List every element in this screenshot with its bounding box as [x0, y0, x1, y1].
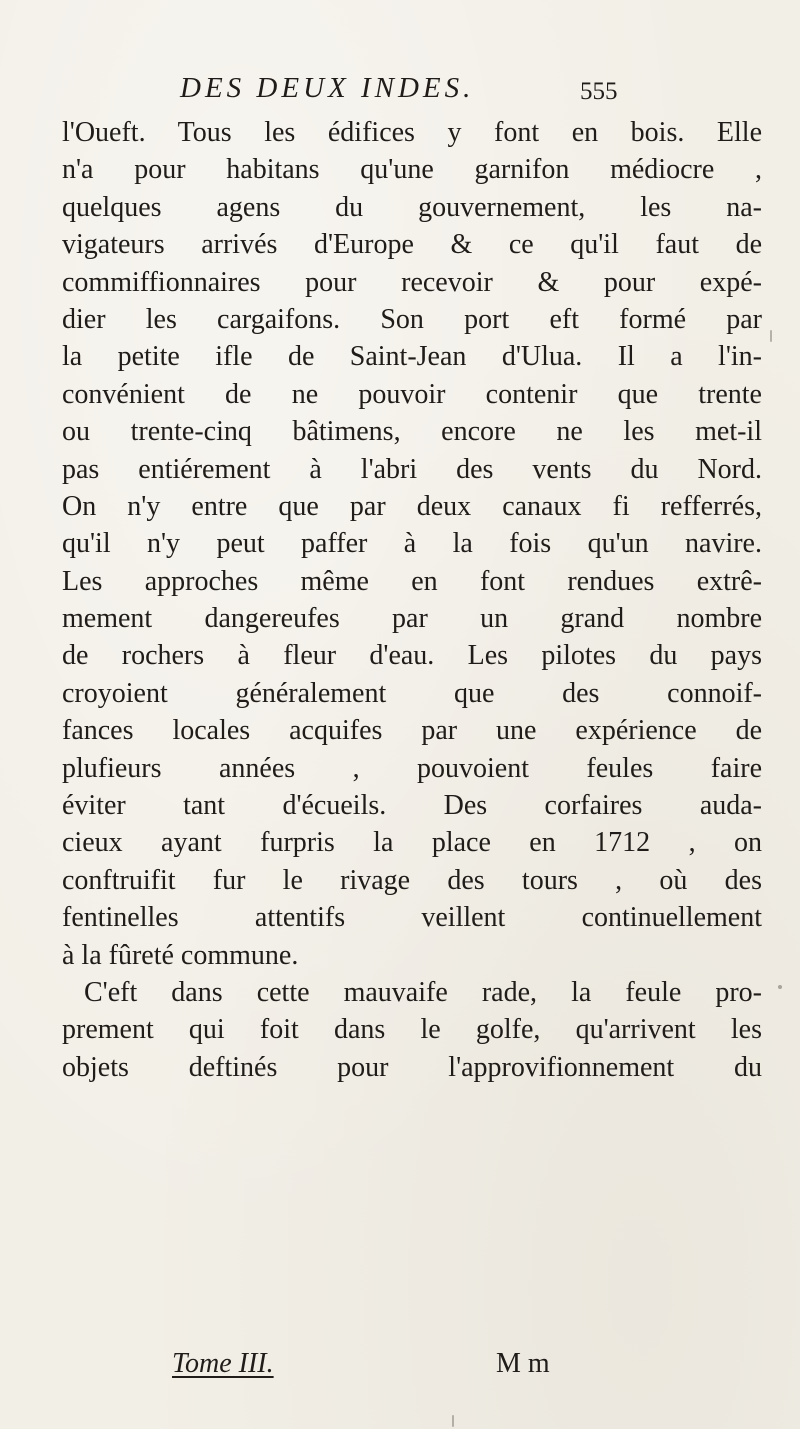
text-line: à la fûreté commune.	[62, 939, 299, 971]
text-line: On n'y entre que par deux canaux fi refferrés,	[62, 490, 762, 522]
page-header	[0, 72, 800, 112]
page-number: 555	[580, 78, 618, 105]
text-line: quelques agens du gouvernement, les na-	[62, 191, 762, 223]
signature-mark: M m	[496, 1348, 550, 1379]
page-footer	[0, 1348, 800, 1388]
text-line: objets deftinés pour l'approvifionnement du	[62, 1051, 762, 1083]
text-line: commiffionnaires pour recevoir & pour expé-	[62, 266, 762, 298]
text-line: cieux ayant furpris la place en 1712 , on	[62, 827, 762, 859]
text-line: fances locales acquifes par une expérience de	[62, 715, 762, 747]
running-head: DES DEUX INDES.	[180, 72, 475, 104]
text-line: dier les cargaifons. Son port eft formé par	[62, 303, 762, 335]
text-line: de rochers à fleur d'eau. Les pilotes du pays	[62, 640, 762, 672]
text-line: fentinelles attentifs veillent continuellement	[62, 902, 762, 934]
paper-speck	[452, 1415, 454, 1427]
text-line: mement dangereufes par un grand nombre	[62, 603, 762, 635]
text-line: prement qui foit dans le golfe, qu'arrivent les	[62, 1014, 762, 1046]
text-line: pas entiérement à l'abri des vents du Nord.	[62, 453, 762, 485]
body-text	[62, 114, 762, 1086]
text-line: la petite ifle de Saint-Jean d'Ulua. Il a l'in-	[62, 341, 762, 373]
paper-speck	[770, 330, 772, 342]
text-line: conftruifit fur le rivage des tours , où des	[62, 864, 762, 896]
text-line: ou trente-cinq bâtimens, encore ne les met-il	[62, 416, 762, 448]
text-line: convénient de ne pouvoir contenir que trente	[62, 378, 762, 410]
text-line: Les approches même en font rendues extrê-	[62, 565, 762, 597]
text-line: n'a pour habitans qu'une garnifon médiocre ,	[62, 154, 762, 186]
volume-label: Tome III.	[172, 1348, 274, 1379]
text-line: l'Oueft. Tous les édifices y font en bois. Elle	[62, 117, 762, 148]
text-line: croyoient généralement que des connoif-	[62, 677, 762, 709]
text-line: C'eft dans cette mauvaife rade, la feule pro-	[84, 976, 762, 1008]
text-line: vigateurs arrivés d'Europe & ce qu'il faut de	[62, 229, 762, 261]
paper-speck	[778, 985, 782, 989]
text-line: plufieurs années , pouvoient feules faire	[62, 752, 762, 784]
text-line: qu'il n'y peut paffer à la fois qu'un navire.	[62, 528, 762, 560]
text-line: éviter tant d'écueils. Des corfaires auda-	[62, 790, 762, 822]
